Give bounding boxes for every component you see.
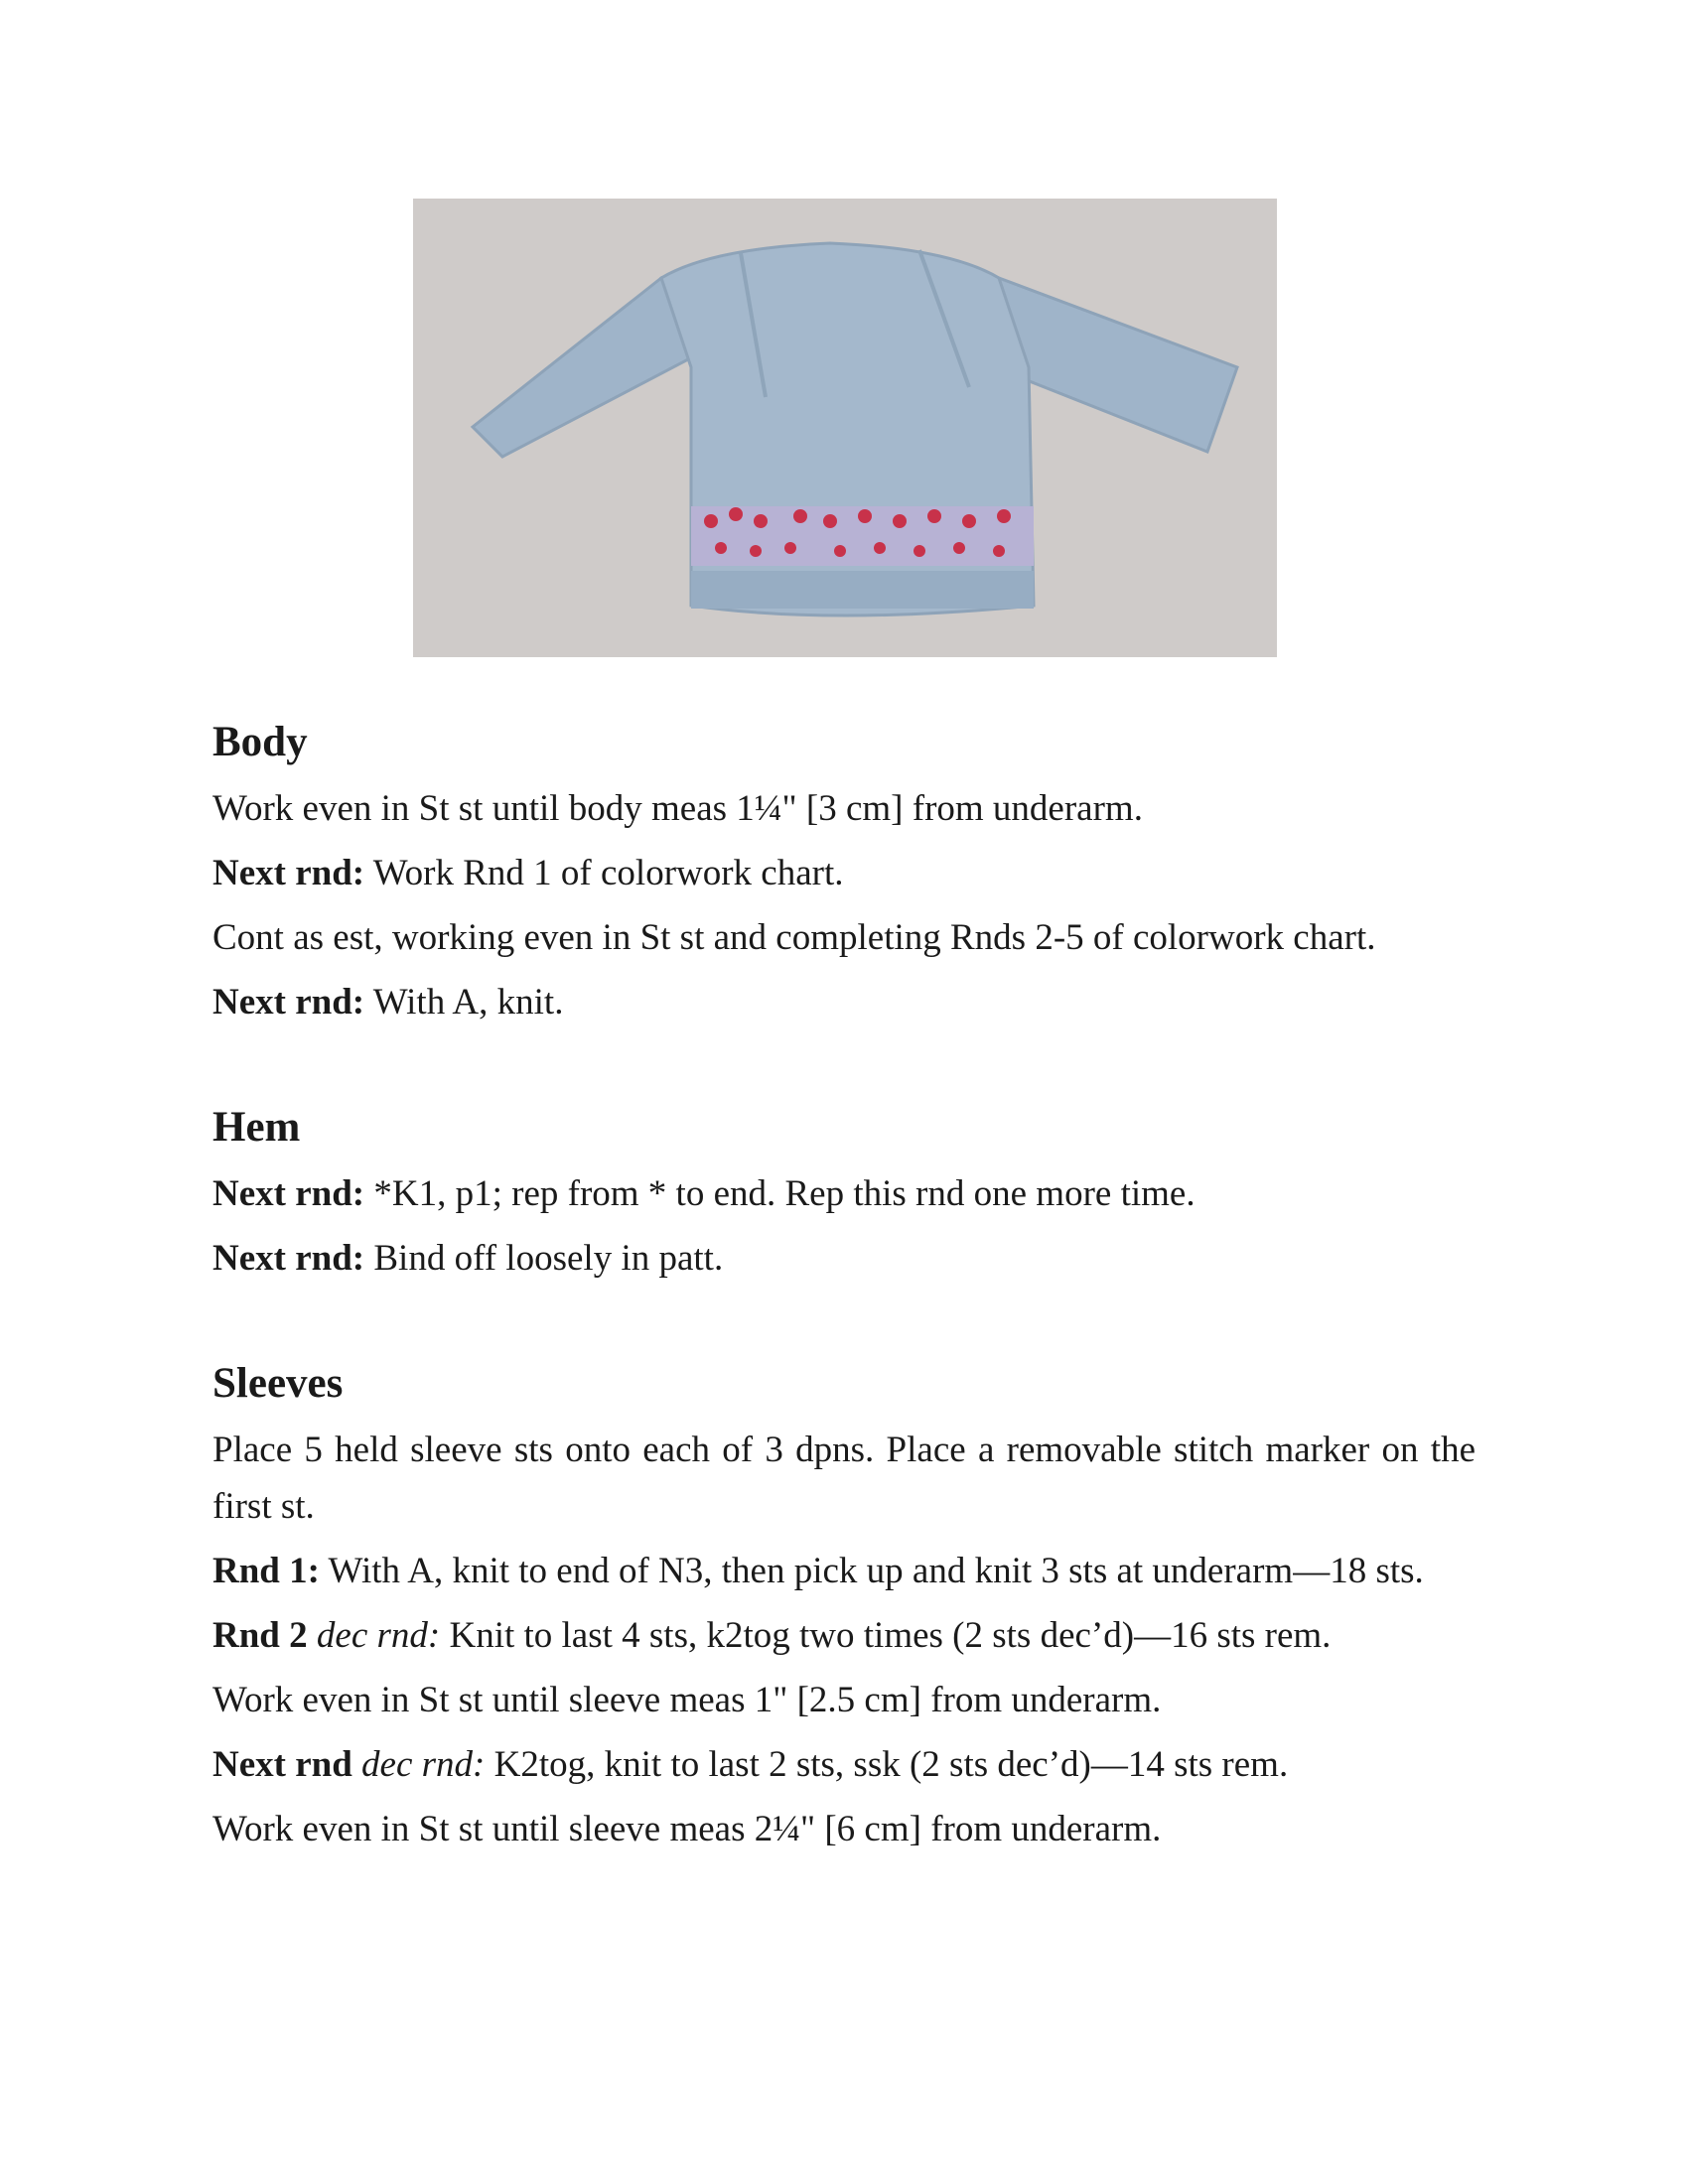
hem-paragraph-1 <box>212 1165 1476 1222</box>
step-text: K2tog, knit to last 2 sts, ssk (2 sts dec’d)—14 sts rem. <box>485 1744 1289 1785</box>
sweater-photo <box>413 199 1277 657</box>
section-title-sleeves: Sleeves <box>212 1360 344 1407</box>
body-paragraph-3: Cont as est, working even in St st and completing Rnds 2-5 of colorwork chart. <box>212 917 1376 958</box>
hem-paragraph-2 <box>212 1230 1476 1287</box>
step-text: Bind off loosely in patt. <box>364 1238 724 1279</box>
step-text: With A, knit to end of N3, then pick up and knit 3 sts at underarm—18 sts. <box>319 1551 1424 1591</box>
step-label: Next rnd: <box>212 853 365 893</box>
sweater-photo-icon <box>413 199 1277 657</box>
sleeves-paragraph-6: Work even in St st until sleeve meas 2¼" [6 cm] from underarm. <box>212 1809 1162 1849</box>
pattern-text <box>212 713 1476 1865</box>
sleeves-paragraph-4: Work even in St st until sleeve meas 1" [2.5 cm] from underarm. <box>212 1680 1162 1720</box>
step-label: Next rnd <box>212 1744 352 1785</box>
step-label: Next rnd: <box>212 1173 365 1214</box>
sleeves-paragraph-3 <box>212 1607 1476 1664</box>
step-label: Rnd 1: <box>212 1551 320 1591</box>
sleeves-paragraph-5 <box>212 1736 1476 1793</box>
step-italic: dec rnd: <box>352 1744 486 1785</box>
step-text: With A, knit. <box>364 982 564 1023</box>
body-paragraph-2 <box>212 845 1476 901</box>
sleeves-paragraph-1: Place 5 held sleeve sts onto each of 3 dpns. Place a removable stitch marker on the first st. <box>212 1430 1476 1527</box>
step-label: Rnd 2 <box>212 1615 308 1656</box>
sleeves-paragraph-2 <box>212 1543 1476 1599</box>
step-italic: dec rnd: <box>307 1615 441 1656</box>
step-text: Work Rnd 1 of colorwork chart. <box>364 853 844 893</box>
step-text: *K1, p1; rep from * to end. Rep this rnd one more time. <box>364 1173 1196 1214</box>
section-title-hem: Hem <box>212 1104 301 1151</box>
step-label: Next rnd: <box>212 982 365 1023</box>
step-text: Knit to last 4 sts, k2tog two times (2 sts dec’d)—16 sts rem. <box>440 1615 1332 1656</box>
section-title-body: Body <box>212 719 308 765</box>
step-label: Next rnd: <box>212 1238 365 1279</box>
body-paragraph-1: Work even in St st until body meas 1¼" [3 cm] from underarm. <box>212 788 1143 829</box>
body-paragraph-4 <box>212 974 1476 1030</box>
